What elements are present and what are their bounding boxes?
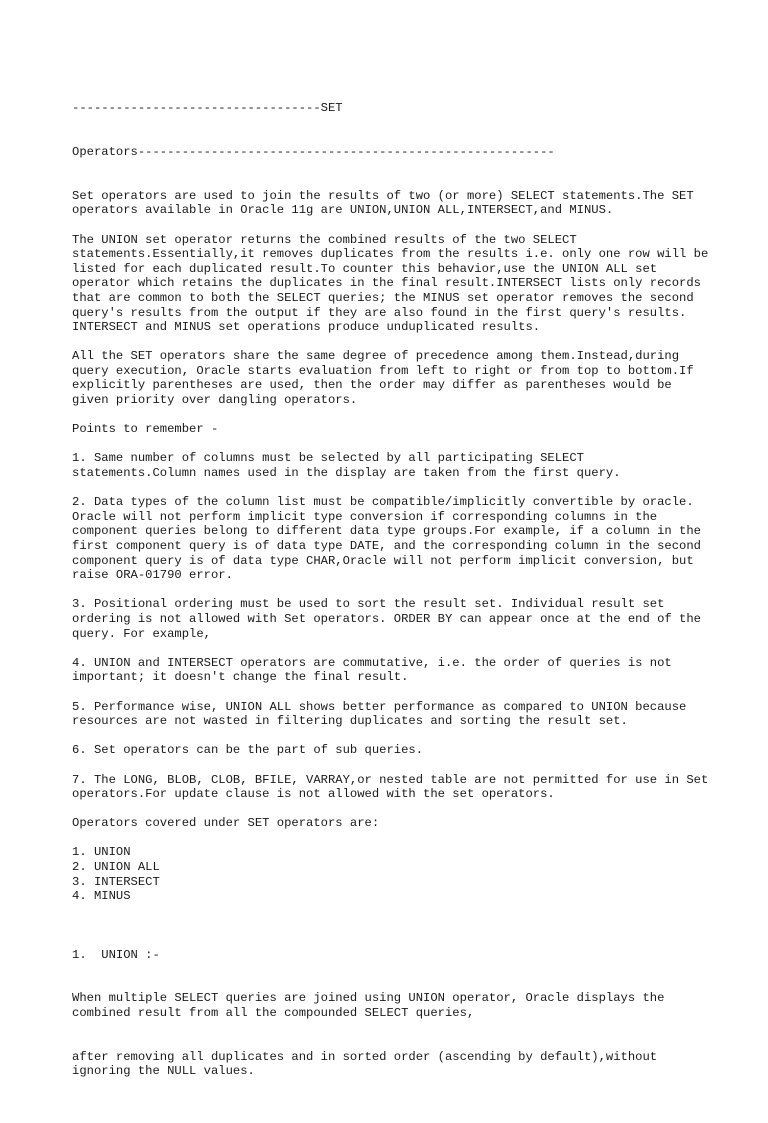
covered-heading: Operators covered under SET operators are:	[72, 816, 380, 831]
intro-paragraph: Set operators are used to join the results of two (or more) SELECT statements.The SET operators available in Oracle 11g are UNION,UNION ALL,INTERSECT,and MINUS.	[72, 188, 701, 218]
operators-list	[72, 845, 712, 903]
point-item: 2. Data types of the column list must be compatible/implicitly convertible by oracle. Oracle will not perform implicit type conversion if corresponding columns in the component queries belong to different data type groups.For example, if a column in the first component query is of data type DATE, and the corresponding column in the second component query is of data type CHAR,Oracle will not perform implicit conversion, but raise ORA-01790 error.	[72, 495, 709, 583]
point-item: 5. Performance wise, UNION ALL shows better performance as compared to UNION because resources are not wasted in filtering duplicates and sorting the result set.	[72, 699, 694, 729]
description-paragraph: The UNION set operator returns the combined results of the two SELECT statements.Essentially,it removes duplicates from the results i.e. only one row will be listed for each duplicated result.To counter this behavior,use the UNION ALL set operator which retains the duplicates in the final result.INTERSECT lists only records that are common to both the SELECT queries; the MINUS set operator removes the second query's results from the output if they are also found in the first query's results. INTERSECT and MINUS set operations produce unduplicated results.	[72, 232, 716, 335]
list-item: 3. INTERSECT	[72, 874, 160, 889]
union-heading: 1. UNION :-	[72, 947, 160, 962]
precedence-paragraph: All the SET operators share the same degree of precedence among them.Instead,during query execution, Oracle starts evaluation from left to right or from top to bottom.If explicitly parentheses are used, then the order may differ as parentheses would be given priority over dangling operators.	[72, 349, 701, 408]
point-item: 7. The LONG, BLOB, CLOB, BFILE, VARRAY,or nested table are not permitted for use in Set operators.For update clause is not allowed with the set operators.	[72, 772, 716, 802]
union-section	[72, 918, 712, 1108]
points-heading: Points to remember -	[72, 422, 219, 437]
point-item: 4. UNION and INTERSECT operators are commutative, i.e. the order of queries is not important; it doesn't change the final result.	[72, 655, 680, 685]
list-item: 4. MINUS	[72, 889, 131, 904]
header-rule	[72, 72, 712, 189]
point-item: 3. Positional ordering must be used to sort the result set. Individual result set ordering is not allowed with Set operators. ORDER BY can appear once at the end of the query. For example,	[72, 597, 709, 641]
union-line: When multiple SELECT queries are joined using UNION operator, Oracle displays the combined result from all the compounded SELECT queries,	[72, 991, 672, 1020]
document-page	[72, 72, 716, 1123]
header-line: Operators---------------------------------------------------------	[72, 144, 555, 159]
list-item: 1. UNION	[72, 845, 131, 860]
point-item: 1. Same number of columns must be selected by all participating SELECT statements.Column names used in the display are taken from the first query.	[72, 451, 621, 481]
union-line: after removing all duplicates and in sorted order (ascending by default),without ignoring the NULL values.	[72, 1049, 665, 1079]
list-item: 2. UNION ALL	[72, 860, 160, 875]
header-line: ----------------------------------SET	[72, 101, 343, 116]
point-item: 6. Set operators can be the part of sub queries.	[72, 743, 424, 758]
